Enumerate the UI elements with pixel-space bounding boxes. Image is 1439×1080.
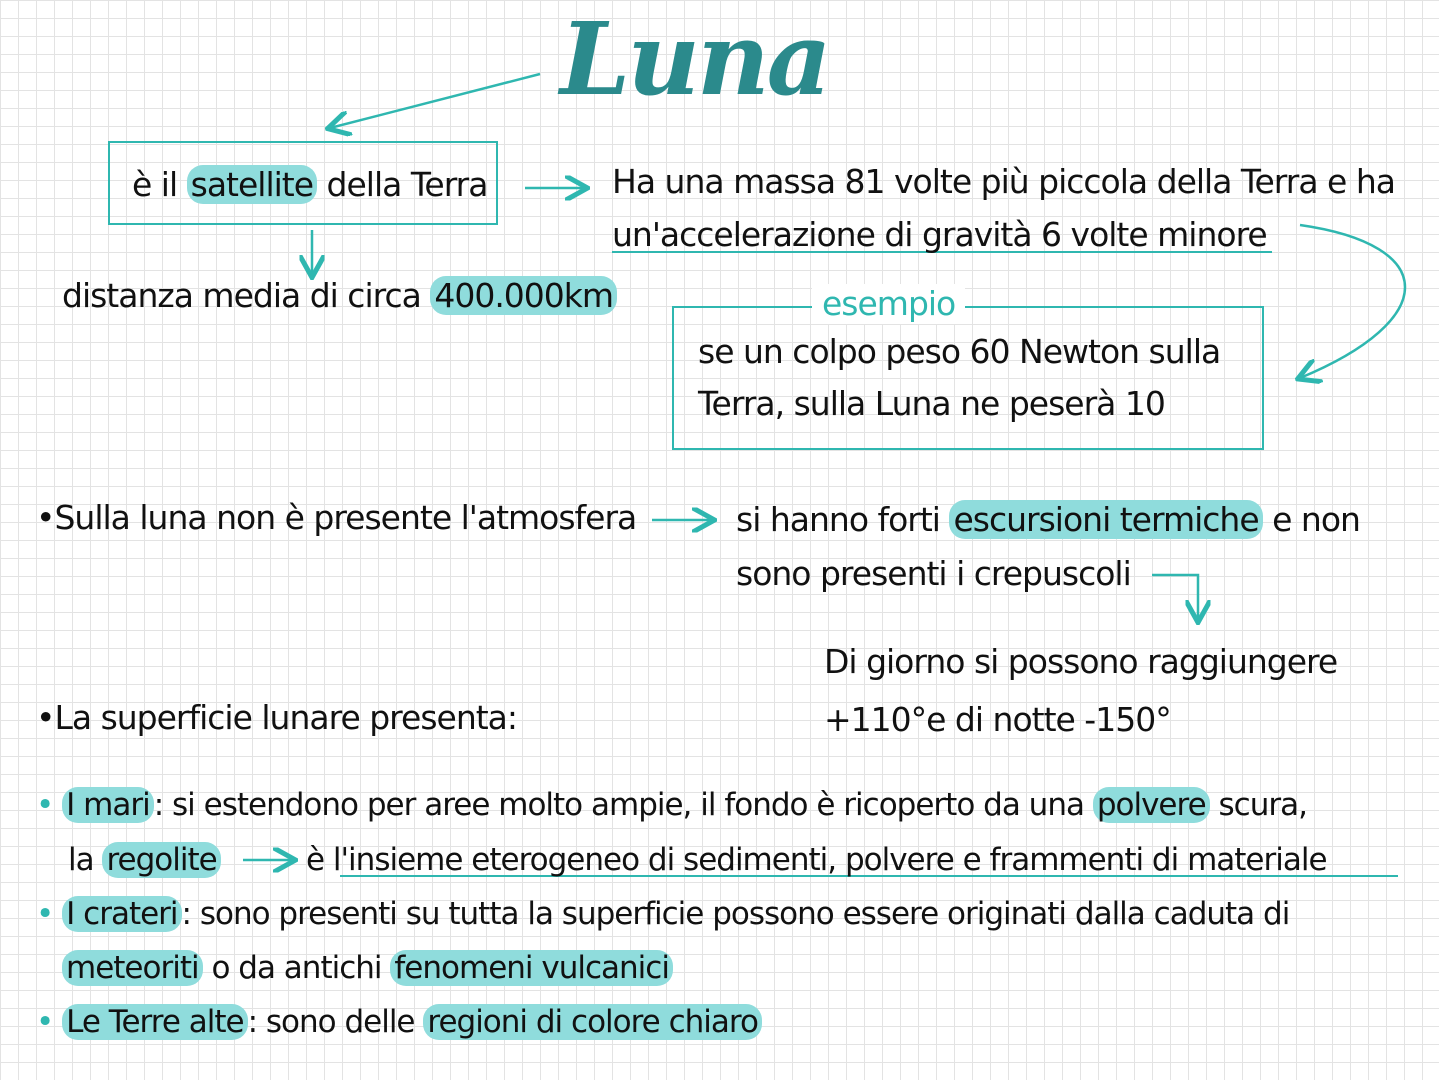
regolite-pre: la [68, 842, 94, 878]
result-post: e non [1272, 500, 1360, 539]
temperature-line-1: Di giorno si possono raggiungere [824, 642, 1338, 681]
example-curve-arrow [1300, 225, 1405, 378]
example-box [672, 306, 1264, 450]
regolite-highlight: regolite [102, 842, 220, 878]
mari-text: : si estendono per aree molto ampie, il fondo è ricoperto da una [153, 787, 1084, 823]
title-arrow [330, 74, 540, 128]
example-line-1: se un colpo peso 60 Newton sulla [698, 332, 1221, 371]
atmosphere-bullet: • [36, 498, 55, 537]
list-item-crateri [36, 894, 1289, 934]
satellite-post: della Terra [326, 165, 488, 204]
terre-text: : sono delle [247, 1004, 415, 1040]
atmosphere-result-2: sono presenti i crepuscoli [736, 554, 1131, 593]
example-line-2: Terra, sulla Luna ne peserà 10 [698, 384, 1165, 423]
atmosphere-result-1 [736, 500, 1360, 540]
meteoriti-highlight: meteoriti [62, 950, 203, 986]
vulcanici-highlight: fenomeni vulcanici [390, 950, 673, 986]
regioni-highlight: regioni di colore chiaro [423, 1004, 762, 1040]
satellite-highlight: satellite [187, 165, 317, 204]
page-title: Luna [560, 0, 829, 118]
crateri-bullet: • [36, 896, 54, 932]
list-item-terre [36, 1002, 762, 1042]
result-pre: si hanno forti [736, 500, 940, 539]
surface-text: La superficie lunare presenta: [54, 698, 518, 737]
result-highlight: escursioni termiche [949, 500, 1262, 539]
crepuscoli-arrow [1152, 575, 1198, 620]
mari-highlight: I mari [62, 787, 154, 823]
terre-bullet: • [36, 1004, 54, 1040]
mass-line-1: Ha una massa 81 volte più piccola della Terra e ha [612, 162, 1395, 201]
meteoriti-mid: o da antichi [211, 950, 382, 986]
surface-item [36, 698, 517, 738]
temperature-line-2: +110°e di notte -150° [824, 700, 1171, 739]
list-item-mari [36, 785, 1307, 825]
mari-end: scura, [1218, 787, 1307, 823]
regolite-definition: è l'insieme eterogeneo di sedimenti, polvere e frammenti di materiale [306, 842, 1327, 878]
crateri-highlight: I crateri [62, 896, 181, 932]
distance-pre: distanza media di circa [62, 276, 421, 315]
satellite-pre: è il [132, 165, 178, 204]
list-item-regolite [68, 840, 221, 880]
polvere-highlight: polvere [1093, 787, 1210, 823]
atmosphere-item [36, 498, 636, 538]
crateri-text: : sono presenti su tutta la superficie possono essere originati dalla caduta di [181, 896, 1290, 932]
mass-line-2: un'accelerazione di gravità 6 volte minore [612, 215, 1267, 254]
example-label: esempio [812, 284, 965, 324]
atmosphere-text: Sulla luna non è presente l'atmosfera [54, 498, 637, 537]
list-item-meteoriti [62, 948, 673, 988]
satellite-text [132, 165, 487, 205]
mari-bullet: • [36, 787, 54, 823]
distance-highlight: 400.000km [430, 276, 617, 315]
distance-text [62, 276, 617, 316]
terre-highlight: Le Terre alte [62, 1004, 247, 1040]
surface-bullet: • [36, 698, 55, 737]
